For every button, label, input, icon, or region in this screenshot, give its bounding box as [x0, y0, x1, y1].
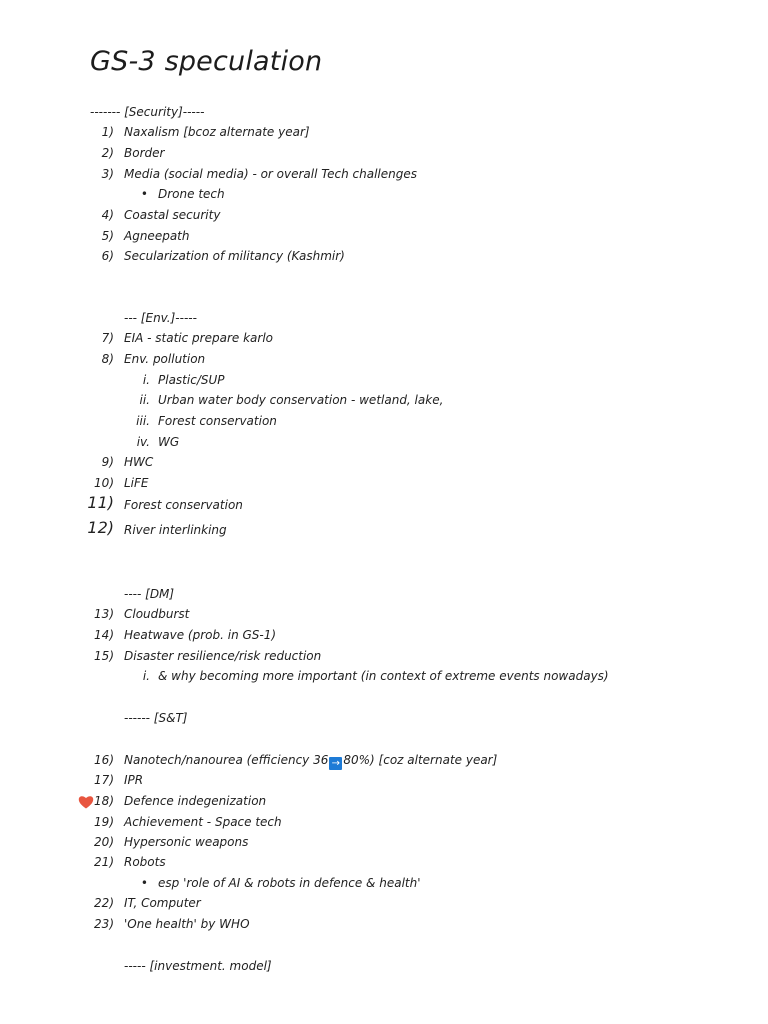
arrow-right-icon: →	[329, 757, 342, 770]
section-env-header: --- [Env.]-----	[124, 311, 197, 325]
section-investment-header: ----- [investment. model]	[124, 959, 272, 973]
page-title: GS-3 speculation	[90, 46, 323, 77]
section-st-header: ------ [S&T]	[124, 711, 188, 725]
section-security-header: ------- [Security]-----	[90, 105, 205, 119]
section-dm-header: ---- [DM]	[124, 587, 175, 601]
